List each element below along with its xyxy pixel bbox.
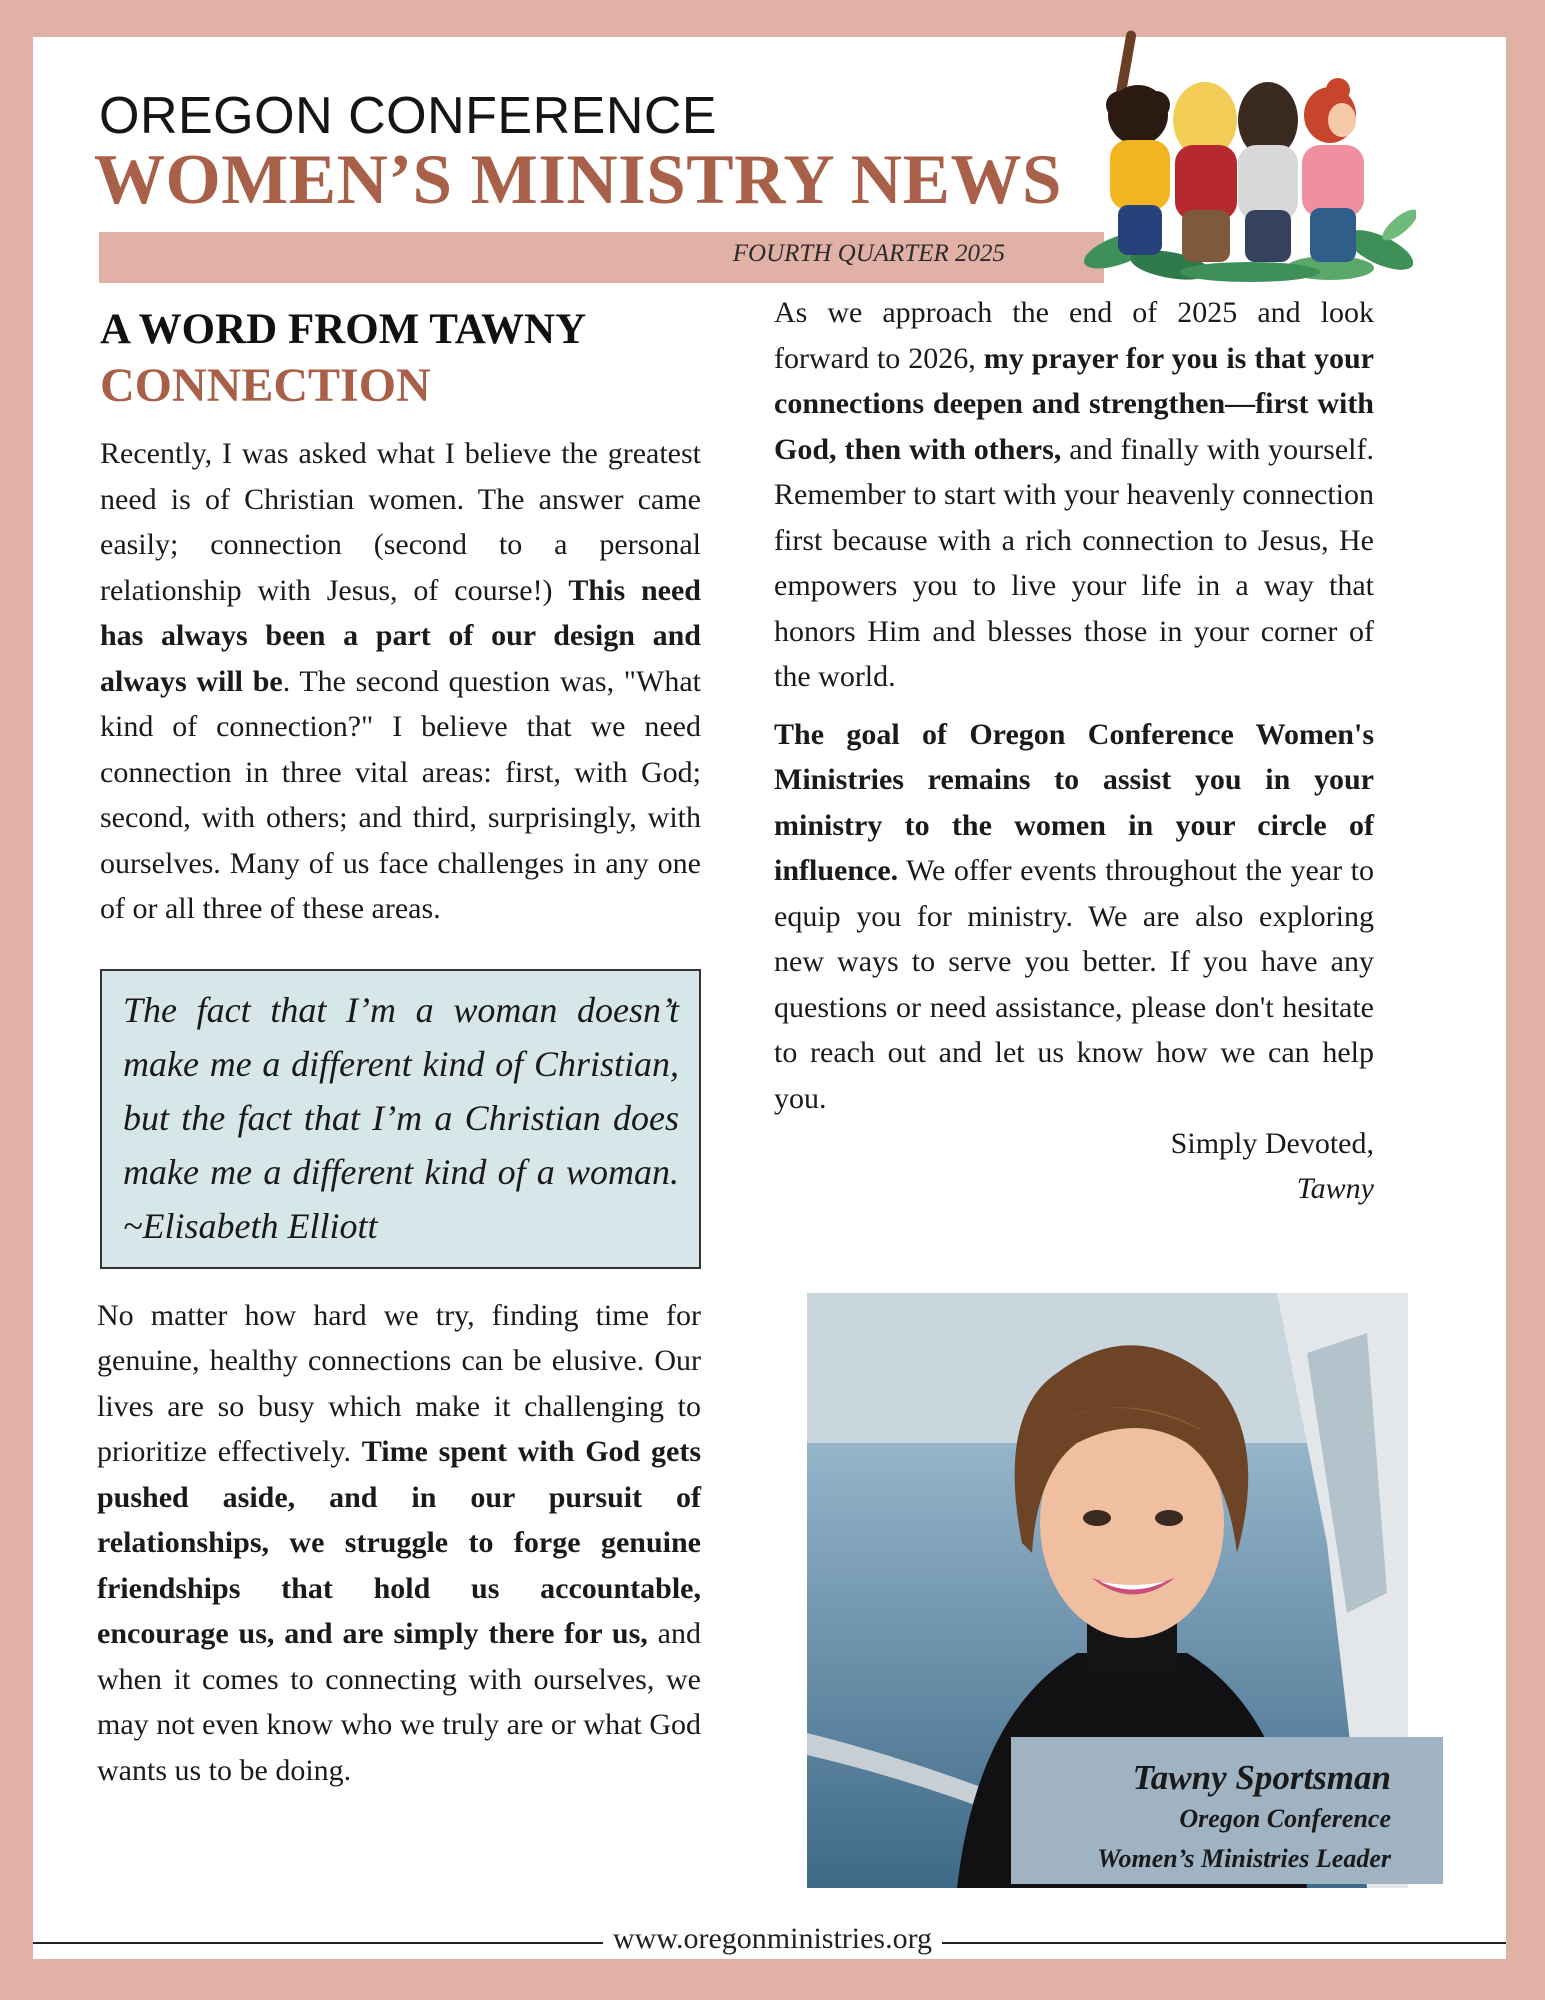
paragraph-1-text-a: Recently, I was asked what I believe the greatest need is of Christian women. The answer came easily; connection (second to a personal relationship with Jesus, of course!) [100, 437, 701, 607]
caption-title-2: Women’s Ministries Leader [1097, 1844, 1391, 1873]
paragraph-1-bold: This need has always been a part of our design and always will be [100, 573, 701, 698]
woman-2 [1173, 82, 1237, 262]
woman-1 [1106, 30, 1170, 255]
photo-caption [1011, 1737, 1443, 1884]
paragraph-1-text-c: . The second question was, "What kind of connection?" I believe that we need connection in three vital areas: first, with God; second, with others; and third, surprisingly, with ourselves. Many of us face challenges in any one of or all three of these areas. [100, 664, 701, 925]
woman-4 [1302, 78, 1364, 262]
paragraph-4-bold: The goal of Oregon Conference Women's Ministries remains to assist you in your ministry to the women in your circle of influence. [774, 717, 1374, 887]
right-column [774, 290, 1374, 1211]
footer [0, 1922, 1545, 1956]
paragraph-2 [97, 1293, 701, 1794]
caption-title-1: Oregon Conference [1179, 1804, 1391, 1833]
article-heading: A WORD FROM TAWNY [100, 306, 587, 353]
paragraph-1 [100, 431, 701, 932]
masthead-conference: OREGON CONFERENCE [99, 87, 718, 145]
issue-date: FOURTH QUARTER 2025 [732, 240, 1005, 267]
article-subheading: CONNECTION [100, 359, 431, 412]
paragraph-3-text-c: and finally with yourself. Remember to start with your heavenly connection first because with a rich connection to Jesus, He empowers you to live your life in a way that honors Him and blesses those in your corner of the world. [774, 432, 1374, 693]
footer-website-link[interactable]: www.oregonministries.org [603, 1922, 942, 1955]
quote-box [100, 969, 701, 1269]
caption-name: Tawny Sportsman [1132, 1758, 1391, 1797]
quote-text: The fact that I’m a woman doesn’t make me a different kind of Christian, but the fact that I’m a Christian does make me a different kind of a woman. ~Elisabeth Elliott [123, 989, 679, 1246]
paragraph-2-text-a: No matter how hard we try, finding time for genuine, healthy connections can be elusive. Our lives are so busy which make it challenging to prioritize effectively. [97, 1298, 701, 1468]
paragraph-4-text-c: We offer events throughout the year to equip you for ministry. We are also exploring new ways to serve you better. If you have any questions or need assistance, please don't hesitate to reach out and let us know how we can help you. [774, 854, 1374, 1115]
author-photo-block [807, 1293, 1408, 1888]
paragraph-4 [774, 712, 1374, 1122]
paragraph-2-text-c: and when it comes to connecting with ourselves, we may not even know who we truly are or what God wants us to be doing. [97, 1617, 701, 1787]
paragraph-3-text-a: As we approach the end of 2025 and look forward to 2026, [774, 296, 1374, 375]
women-group-illustration [1080, 10, 1416, 290]
masthead-band [99, 232, 1104, 283]
paragraph-2-bold: Time spent with God gets pushed aside, and in our pursuit of relationships, we struggle to forge genuine friendships that hold us accountable, encourage us, and are simply there for us, [97, 1435, 701, 1650]
woman-3 [1238, 82, 1298, 262]
signature: Tawny [1296, 1172, 1374, 1205]
left-column [97, 305, 701, 1793]
masthead-title: WOMEN’S MINISTRY NEWS [94, 141, 1062, 219]
paragraph-3 [774, 290, 1374, 700]
paragraph-3-bold: my prayer for you is that your connections deepen and strengthen—first with God, then with others, [774, 341, 1374, 466]
signoff: Simply Devoted, [1170, 1127, 1374, 1160]
